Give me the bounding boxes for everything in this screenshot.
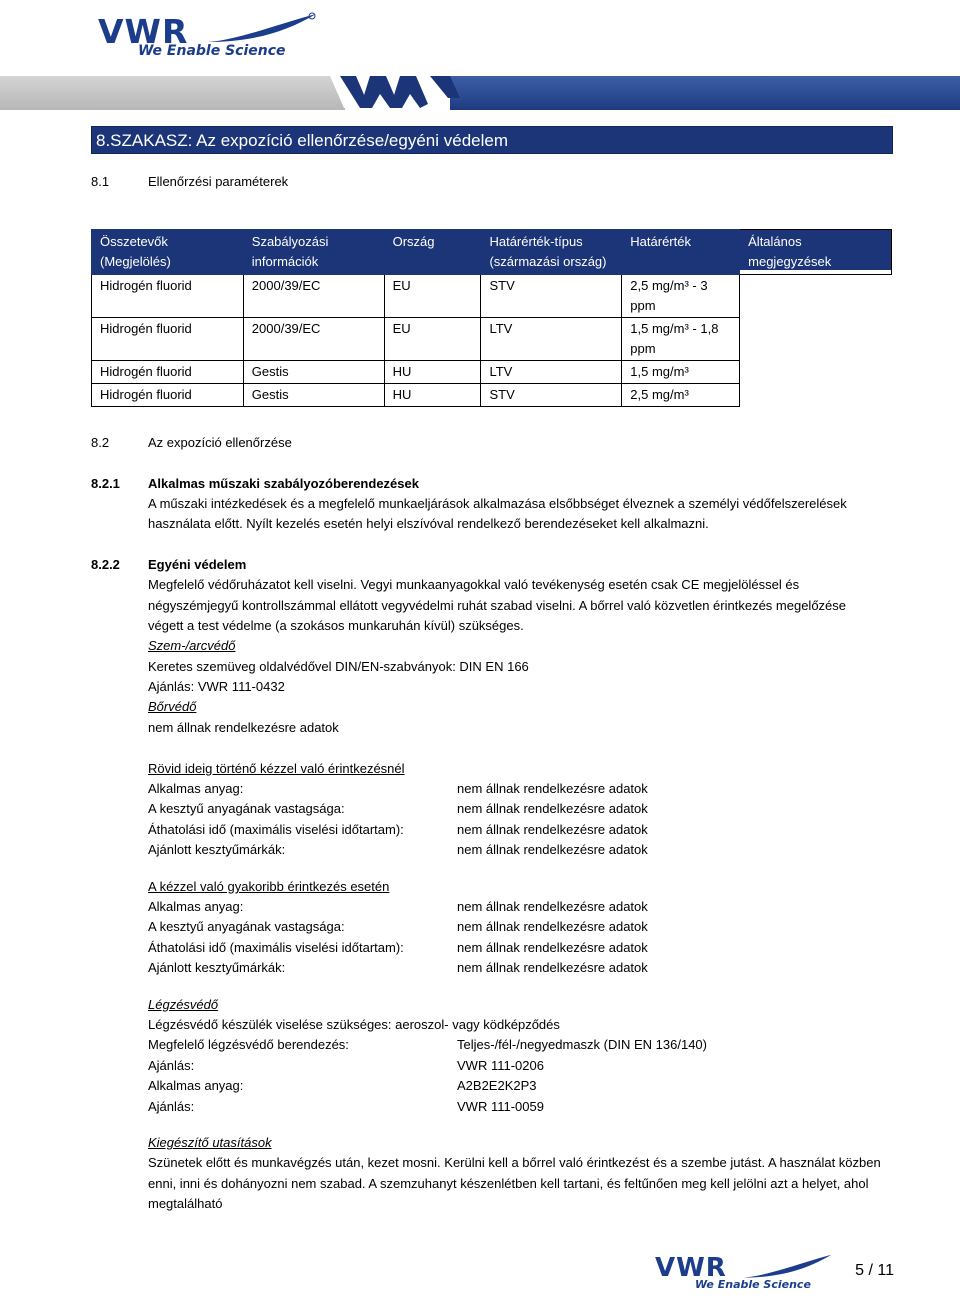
s821-text-line: A műszaki intézkedések és a megfelelő munkaeljárások alkalmazása elsőbbséget élveznek a személyi védőfelszerelések: [148, 496, 847, 511]
cell-component: Hidrogén fluorid: [92, 384, 244, 407]
th-general-notes-cell: [740, 230, 892, 275]
s821-title: Alkalmas műszaki szabályozóberendezések: [148, 476, 419, 491]
cell-regulation: Gestis: [243, 384, 384, 407]
table-row: [92, 275, 892, 318]
glove-value: nem állnak rendelkezésre adatok: [457, 960, 648, 975]
header-grey-band: [0, 76, 345, 110]
glove-value: nem állnak rendelkezésre adatok: [457, 781, 648, 796]
logo-tagline: We Enable Science: [138, 43, 286, 59]
cell-limit-type: STV: [481, 384, 622, 407]
additional-text-line: megtalálható: [148, 1196, 223, 1211]
cell-component: Hidrogén fluorid: [92, 318, 244, 361]
glove-label: Ajánlott kesztyűmárkák:: [148, 960, 286, 975]
footer-vwr-logo: [655, 1253, 835, 1297]
cell-limit-value: 2,5 mg/m³ - 3 ppm: [622, 275, 740, 318]
glove-value: nem állnak rendelkezésre adatok: [457, 842, 648, 857]
s822-title: Egyéni védelem: [148, 557, 247, 572]
table-row: [92, 384, 892, 407]
s82-title: Az expozíció ellenőrzése: [148, 435, 292, 450]
logo-swoosh-icon: [208, 12, 318, 46]
header-chevrons-icon: [330, 68, 460, 112]
cell-limit-value: 1,5 mg/m³: [622, 361, 740, 384]
s822-number: 8.2.2: [91, 557, 120, 572]
skin-protection-heading: Bőrvédő: [148, 699, 197, 714]
footer-logo-swoosh-icon: [743, 1253, 833, 1281]
cell-limit-value: 2,5 mg/m³: [622, 384, 740, 407]
skin-protection-text: nem állnak rendelkezésre adatok: [148, 720, 339, 735]
footer-logo-tagline: We Enable Science: [695, 1278, 811, 1291]
additional-text-line: enni, inni és dohányozni nem szabad. A szemzuhanyt készenlétben kell tartani, és feltűnően meg kell jelölni azt a helyet, ahol: [148, 1176, 869, 1191]
glove-value: nem állnak rendelkezésre adatok: [457, 899, 648, 914]
respiratory-value: VWR 111-0059: [457, 1099, 544, 1114]
cell-limit-type: LTV: [481, 361, 622, 384]
cell-regulation: 2000/39/EC: [243, 275, 384, 318]
s82-number: 8.2: [91, 435, 110, 450]
page-number: 5 / 11: [855, 1262, 894, 1279]
respiratory-heading: Légzésvédő: [148, 997, 219, 1012]
cell-limit-type: LTV: [481, 318, 622, 361]
additional-heading: Kiegészítő utasítások: [148, 1135, 272, 1150]
eye-protection-recommendation: Ajánlás: VWR 111-0432: [148, 679, 285, 694]
s822-text-line: végett a test védelme (a szokásos munkaruhán kívül) szükséges.: [148, 618, 524, 633]
cell-country: EU: [384, 275, 481, 318]
respiratory-label: Megfelelő légzésvédő berendezés:: [148, 1037, 349, 1052]
s81-number: 8.1: [91, 174, 110, 189]
cell-limit-type: STV: [481, 275, 622, 318]
vwr-logo: [98, 12, 318, 60]
glove-label: Áthatolási idő (maximális viselési időtartam):: [148, 822, 404, 837]
th-components: Összetevők (Megjelölés): [92, 230, 244, 275]
glove-label: Áthatolási idő (maximális viselési időtartam):: [148, 940, 404, 955]
glove-frequent-heading: A kézzel való gyakoribb érintkezés esetén: [148, 879, 390, 894]
respiratory-value: A2B2E2K2P3: [457, 1078, 537, 1093]
cell-regulation: Gestis: [243, 361, 384, 384]
table-row: [92, 361, 892, 384]
respiratory-label: Ajánlás:: [148, 1058, 195, 1073]
exposure-limits-table: [91, 229, 892, 407]
glove-short-heading: Rövid ideig történő kézzel való érintkezésnél: [148, 761, 405, 776]
glove-label: Alkalmas anyag:: [148, 899, 244, 914]
eye-protection-heading: Szem-/arcvédő: [148, 638, 236, 653]
th-regulation: Szabályozási információk: [243, 230, 384, 275]
s81-title: Ellenőrzési paraméterek: [148, 174, 289, 189]
glove-value: nem állnak rendelkezésre adatok: [457, 822, 648, 837]
cell-regulation: 2000/39/EC: [243, 318, 384, 361]
cell-country: HU: [384, 361, 481, 384]
cell-component: Hidrogén fluorid: [92, 275, 244, 318]
eye-protection-text: Keretes szemüveg oldalvédővel DIN/EN-szabványok: DIN EN 166: [148, 659, 529, 674]
s822-text-line: Megfelelő védőruházatot kell viselni. Vegyi munkaanyagokkal való tevékenység esetén csak CE megjelöléssel és: [148, 577, 800, 592]
glove-label: Ajánlott kesztyűmárkák:: [148, 842, 286, 857]
glove-value: nem állnak rendelkezésre adatok: [457, 801, 648, 816]
s821-text-line: használata előtt. Nyílt kezelés esetén helyi elszívóval rendelkező berendezéseket kell alkalmazni.: [148, 516, 709, 531]
glove-value: nem állnak rendelkezésre adatok: [457, 940, 648, 955]
s821-number: 8.2.1: [91, 476, 120, 491]
respiratory-label: Ajánlás:: [148, 1099, 195, 1114]
table-row: [92, 318, 892, 361]
additional-text-line: Szünetek előtt és munkavégzés után, kezet mosni. Kerülni kell a bőrrel való érintkezést és a szembe jutást. A használat közben: [148, 1155, 881, 1170]
cell-limit-value: 1,5 mg/m³ - 1,8 ppm: [622, 318, 740, 361]
glove-label: A kesztyű anyagának vastagsága:: [148, 919, 345, 934]
glove-value: nem állnak rendelkezésre adatok: [457, 919, 648, 934]
section-title: 8.SZAKASZ: Az expozíció ellenőrzése/egyéni védelem: [91, 126, 893, 154]
respiratory-label: Alkalmas anyag:: [148, 1078, 244, 1093]
cell-country: EU: [384, 318, 481, 361]
respiratory-value: VWR 111-0206: [457, 1058, 544, 1073]
glove-label: Alkalmas anyag:: [148, 781, 244, 796]
th-limit-type: Határérték-típus (származási ország): [481, 230, 622, 275]
th-limit-value: Határérték: [622, 230, 740, 275]
th-country: Ország: [384, 230, 481, 275]
table-header-row: [92, 230, 892, 275]
header-blue-band: [450, 76, 960, 110]
glove-label: A kesztyű anyagának vastagsága:: [148, 801, 345, 816]
cell-component: Hidrogén fluorid: [92, 361, 244, 384]
th-general-notes: Általános megjegyzések: [740, 230, 891, 270]
logo-name: VWR: [98, 12, 189, 51]
s822-text-line: négyszémjegyű kontrollszámmal ellátott vegyvédelmi ruhát szabad viselni. A bőrrel való közvetlen érintkezés megelőzése: [148, 598, 847, 613]
respiratory-text: Légzésvédő készülék viselése szükséges: aeroszol- vagy ködképződés: [148, 1017, 560, 1032]
footer-logo-name: VWR: [655, 1253, 727, 1283]
respiratory-value: Teljes-/fél-/negyedmaszk (DIN EN 136/140): [457, 1037, 707, 1052]
cell-country: HU: [384, 384, 481, 407]
